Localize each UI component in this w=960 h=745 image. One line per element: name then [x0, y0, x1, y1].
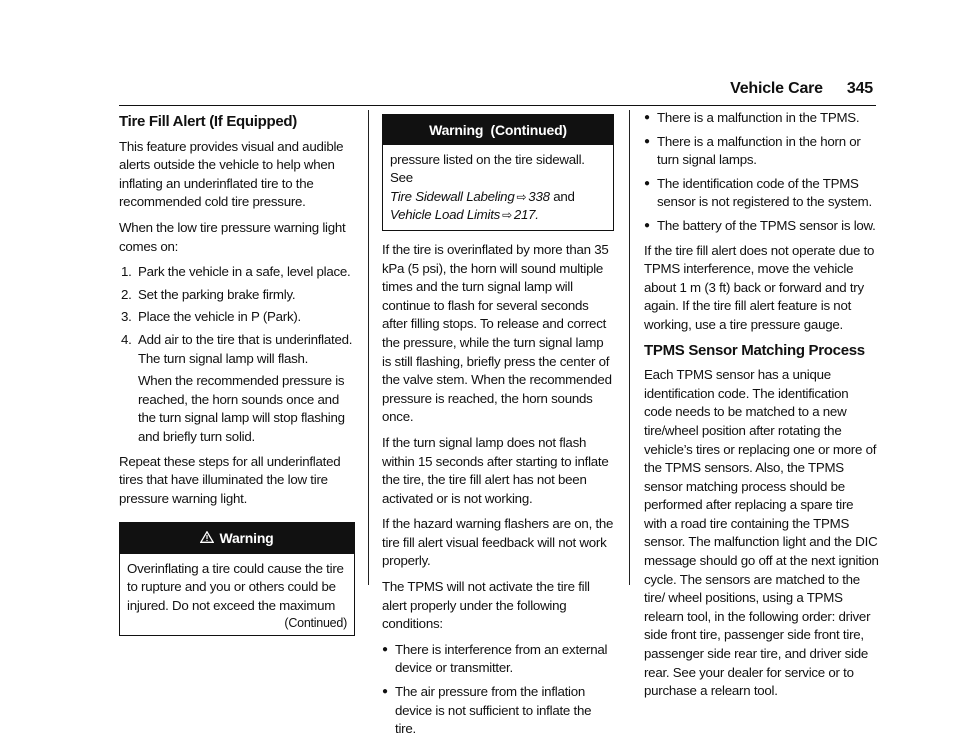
paragraph: If the tire fill alert does not operate due to TPMS interference, move the vehicle about 1 m (3 ft) back or forward and try again. If the tire fill alert feature is not working, use a tire pressure gauge.	[644, 242, 875, 332]
step-text: Add air to the tire that is underinflated. The turn signal lamp will flash.	[138, 331, 353, 366]
bullet-icon: ●	[644, 135, 650, 147]
step-number: 3.	[121, 309, 132, 325]
step-number: 2.	[121, 286, 132, 302]
bullet-text: There is a malfunction in the horn or turn signal lamps.	[657, 133, 861, 168]
warning-header: Warning (Continued)	[383, 115, 613, 145]
warning-body	[120, 554, 354, 635]
bullet-text: The battery of the TPMS sensor is low.	[657, 217, 876, 233]
page-header	[730, 80, 873, 98]
paragraph: Repeat these steps for all underinflated tires that have illuminated the low tire pressure warning light.	[119, 453, 341, 506]
bullet-text: There is interference from an external device or transmitter.	[395, 641, 608, 676]
page-number: 345	[846, 80, 873, 97]
column-right	[644, 110, 879, 708]
continued-label: (Continued)	[284, 615, 347, 630]
warning-text: pressure listed on the tire sidewall. See	[390, 151, 585, 186]
page-ref-arrow-icon: ⇨	[516, 189, 527, 204]
step-number: 4.	[121, 331, 132, 347]
section-title: Vehicle Care	[730, 80, 823, 97]
list-item	[382, 683, 614, 739]
header-rule	[119, 105, 876, 106]
cross-reference-link[interactable]: Vehicle Load Limits	[390, 207, 501, 223]
bullet-icon: ●	[644, 112, 650, 123]
warning-triangle-icon	[200, 530, 214, 549]
paragraph: When the low tire pressure warning light comes on:	[119, 219, 346, 254]
list-item	[644, 175, 879, 212]
conditions-list	[382, 641, 614, 739]
cross-reference-link[interactable]: Tire Sidewall Labeling	[390, 188, 515, 204]
list-item	[644, 133, 879, 170]
column-divider	[629, 110, 630, 585]
list-item	[644, 217, 879, 236]
step-text: Park the vehicle in a safe, level place.	[138, 264, 351, 280]
warning-body	[383, 145, 613, 230]
list-item	[119, 263, 355, 282]
list-item	[119, 308, 355, 327]
paragraph: If the tire is overinflated by more than 35 kPa (5 psi), the horn will sound multiple times and the turn signal lamp will continue to flash for several seconds after filling stops. To release and correct the pressure, while the turn signal lamp is still flashing, briefly press the center of the valve stem. When the recommended pressure is reached, the horn sounds once.	[382, 241, 612, 425]
paragraph: The TPMS will not activate the tire fill alert properly under the following conditions:	[382, 579, 590, 632]
bullet-text: There is a malfunction in the TPMS.	[657, 110, 860, 125]
warning-text: Overinflating a tire could cause the tire to rupture and you or others could be injured. Do not exceed the maximum	[127, 560, 344, 614]
step-number: 1.	[121, 264, 132, 280]
bullet-text: The air pressure from the inflation device is not sufficient to inflate the tire.	[395, 684, 592, 737]
list-item	[119, 286, 355, 305]
section-heading-tpms-matching: TPMS Sensor Matching Process	[644, 341, 865, 359]
bullet-text: The identification code of the TPMS sensor is not registered to the system.	[657, 175, 872, 210]
step-sub-paragraph: When the recommended pressure is reached, the horn sounds once and the turn signal lamp will stop flashing and briefly turn solid.	[138, 373, 345, 444]
column-left	[119, 110, 355, 646]
section-heading-tire-fill-alert: Tire Fill Alert (If Equipped)	[119, 113, 297, 130]
conjunction-text: and	[553, 188, 575, 204]
list-item	[644, 109, 879, 128]
step-text: Place the vehicle in P (Park).	[138, 309, 301, 325]
paragraph: If the hazard warning flashers are on, the tire fill alert visual feedback will not work properly.	[382, 516, 614, 569]
warning-title: Warning	[219, 530, 274, 547]
cross-reference-page[interactable]: 338	[528, 188, 550, 204]
bullet-icon: ●	[382, 643, 388, 655]
list-item	[119, 331, 355, 368]
conditions-list-continued	[644, 109, 879, 236]
paragraph: If the turn signal lamp does not flash within 15 seconds after starting to inflate the tire, the tire fill alert has not been activated or is not working.	[382, 434, 609, 506]
paragraph: Each TPMS sensor has a unique identification code. The identification code needs to be matched to a new tire/wheel position after rotating the vehicle’s tires or replacing one or more of the TPMS sensors. Also, the TPMS sensor matching process should be performed after replacing a spare tire with a road tire containing the TPMS sensor. The malfunction light and the DIC message should go off at the next ignition cycle. The sensors are matched to the tire/ wheel positions, using a TPMS relearn tool, in the following order: driver side front tire, passenger side front tire, passenger side rear tire, and driver side rear. See your dealer for service or to purchase a relearn tool.	[644, 367, 879, 699]
paragraph: This feature provides visual and audible alerts outside the vehicle to help when inflating an underinflated tire to the recommended cold tire pressure.	[119, 138, 344, 210]
page-ref-arrow-icon: ⇨	[502, 208, 512, 223]
bullet-icon: ●	[644, 219, 650, 231]
list-item	[382, 641, 614, 678]
warning-box-continued	[382, 114, 614, 231]
steps-list	[119, 263, 355, 368]
warning-box	[119, 522, 355, 636]
column-divider	[368, 110, 369, 585]
cross-reference-page[interactable]: 217.	[513, 207, 539, 223]
column-middle	[382, 110, 614, 745]
bullet-icon: ●	[644, 177, 650, 189]
bullet-icon: ●	[382, 686, 388, 698]
warning-header	[120, 523, 354, 554]
step-text: Set the parking brake firmly.	[138, 286, 296, 302]
